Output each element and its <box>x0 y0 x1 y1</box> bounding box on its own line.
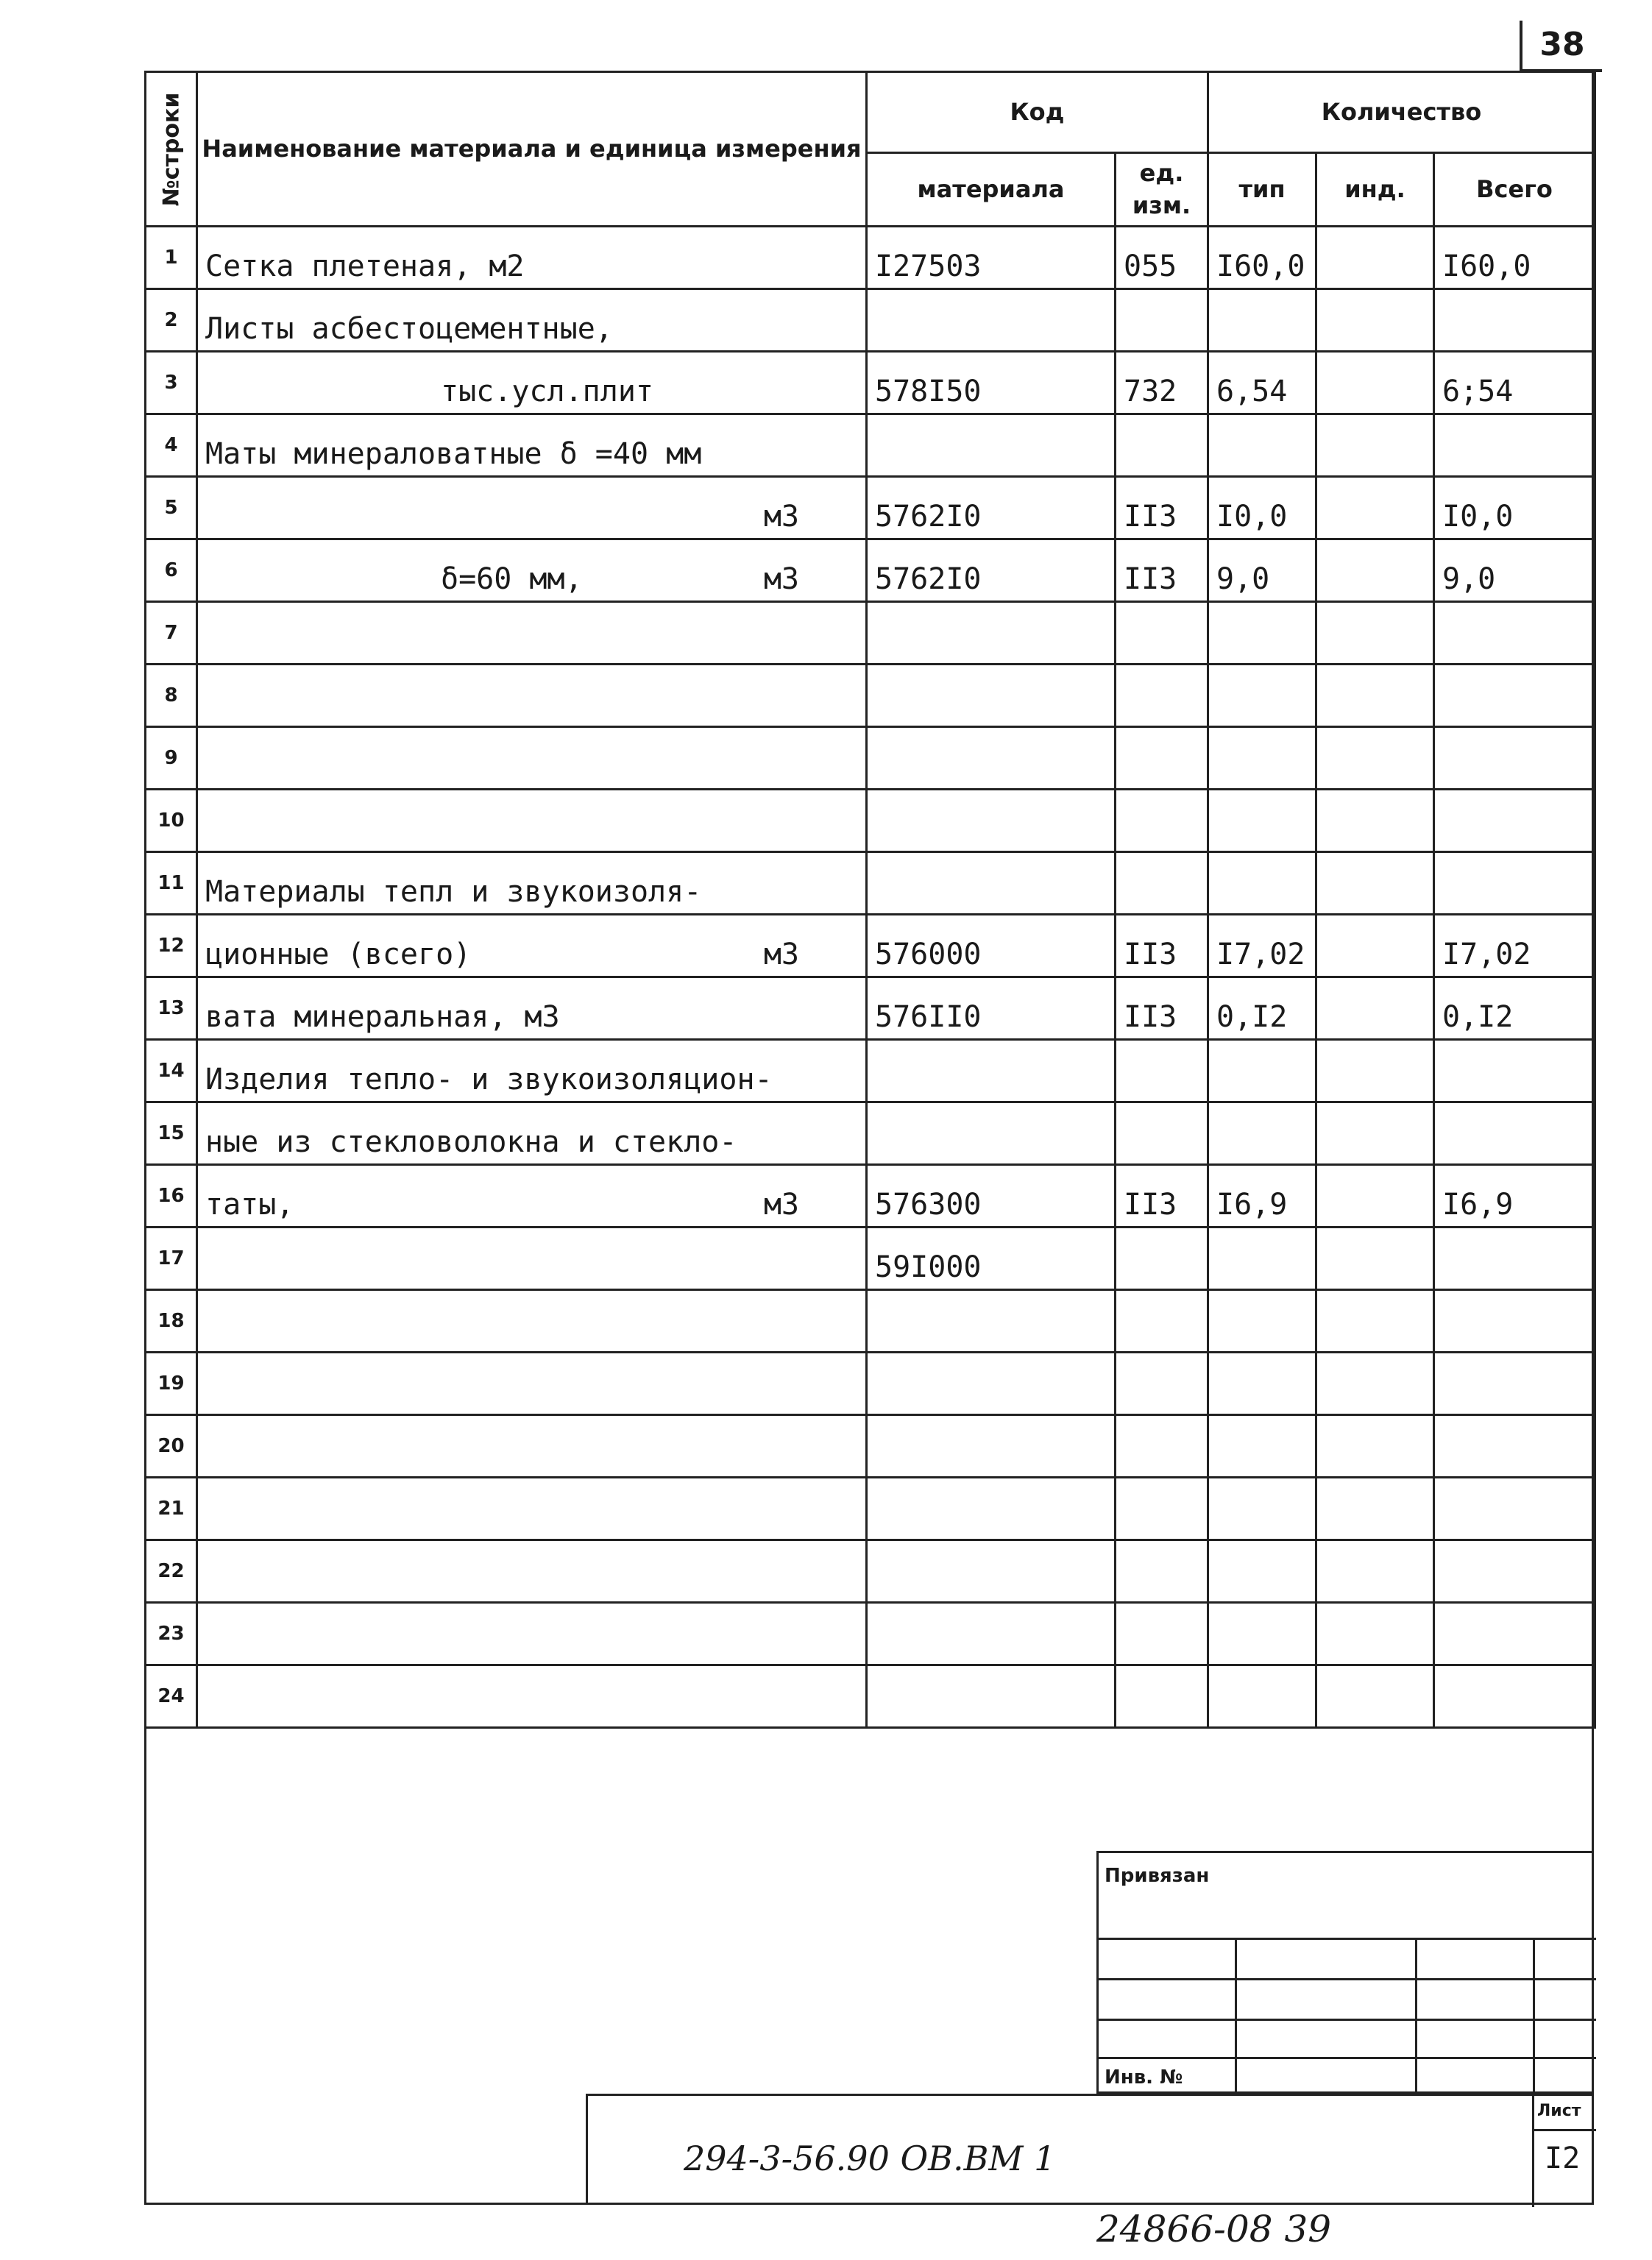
qty-type-cell <box>1208 727 1316 790</box>
table-row <box>146 1478 1595 1540</box>
table-row <box>146 1290 1595 1353</box>
qty-total-cell <box>1434 852 1595 915</box>
row-number-cell: 22 <box>146 1540 197 1603</box>
qty-total-cell: I60,0 <box>1434 227 1595 289</box>
row-number-cell: 8 <box>146 665 197 727</box>
qty-type-cell <box>1208 289 1316 352</box>
qty-type-cell <box>1208 1353 1316 1415</box>
document-code: 294-3-56.90 ОВ.ВМ 1 <box>684 2139 1056 2178</box>
row-number-cell: 12 <box>146 915 197 977</box>
qty-ind-cell <box>1316 539 1434 602</box>
unit-code-cell <box>1116 665 1208 727</box>
material-name-cell <box>197 1165 867 1228</box>
row-number-cell: 2 <box>146 289 197 352</box>
qty-ind-cell <box>1316 602 1434 665</box>
qty-ind-cell <box>1316 790 1434 852</box>
qty-ind-cell <box>1316 1102 1434 1165</box>
unit-code-cell <box>1116 1665 1208 1728</box>
material-name-cell <box>197 602 867 665</box>
qty-type-cell: 9,0 <box>1208 539 1316 602</box>
unit-code-header: ед. изм. <box>1116 153 1208 227</box>
material-code-cell: 576300 <box>867 1165 1116 1228</box>
unit-code-cell: II3 <box>1116 977 1208 1040</box>
material-name-cell <box>197 1665 867 1728</box>
qty-total-cell: 0,I2 <box>1434 977 1595 1040</box>
table-row <box>146 852 1595 915</box>
qty-ind-cell <box>1316 1478 1434 1540</box>
qty-ind-cell <box>1316 414 1434 477</box>
name-header: Наименование материала и единица измерения <box>197 72 867 227</box>
row-number-header: №строки <box>146 72 197 227</box>
material-name-cell <box>197 227 867 289</box>
qty-ind-cell <box>1316 477 1434 539</box>
qty-total-cell <box>1434 1040 1595 1102</box>
qty-ind-cell <box>1316 1165 1434 1228</box>
material-code-cell: I27503 <box>867 227 1116 289</box>
material-unit-text: м3 <box>763 938 799 971</box>
material-name-cell <box>197 1102 867 1165</box>
qty-ind-cell <box>1316 727 1434 790</box>
qty-total-cell <box>1434 1415 1595 1478</box>
qty-total-cell: I6,9 <box>1434 1165 1595 1228</box>
table-row <box>146 1603 1595 1665</box>
table-row <box>146 414 1595 477</box>
qty-type-cell <box>1208 852 1316 915</box>
material-code-cell <box>867 414 1116 477</box>
row-number-cell: 4 <box>146 414 197 477</box>
qty-type-cell: 6,54 <box>1208 352 1316 414</box>
ind-header: инд. <box>1316 153 1434 227</box>
qty-ind-cell <box>1316 665 1434 727</box>
qty-ind-cell <box>1316 1540 1434 1603</box>
material-name-cell <box>197 1353 867 1415</box>
qty-type-cell <box>1208 1040 1316 1102</box>
row-number-cell: 16 <box>146 1165 197 1228</box>
table-row <box>146 1665 1595 1728</box>
material-code-cell <box>867 602 1116 665</box>
title-block <box>586 2094 1594 2205</box>
material-name-cell <box>197 1228 867 1290</box>
qty-type-cell <box>1208 1540 1316 1603</box>
table-row <box>146 1415 1595 1478</box>
inventory-number-label: Инв. № <box>1105 2066 1183 2089</box>
material-code-cell: 576000 <box>867 915 1116 977</box>
qty-total-cell <box>1434 1353 1595 1415</box>
table-row <box>146 477 1595 539</box>
qty-type-cell <box>1208 1603 1316 1665</box>
material-code-header: материала <box>867 153 1116 227</box>
unit-code-cell <box>1116 1603 1208 1665</box>
qty-type-cell <box>1208 1478 1316 1540</box>
row-number-cell: 17 <box>146 1228 197 1290</box>
material-code-cell: 578I50 <box>867 352 1116 414</box>
qty-type-cell: I6,9 <box>1208 1165 1316 1228</box>
material-name-cell <box>197 352 867 414</box>
qty-ind-cell <box>1316 1603 1434 1665</box>
table-row <box>146 1540 1595 1603</box>
material-name-text: Маты минераловатные δ =40 мм <box>205 437 702 471</box>
unit-code-cell: II3 <box>1116 915 1208 977</box>
table-row <box>146 1165 1595 1228</box>
material-code-cell: 5762I0 <box>867 477 1116 539</box>
material-code-cell: 59I000 <box>867 1228 1116 1290</box>
unit-code-cell: II3 <box>1116 477 1208 539</box>
unit-code-cell: II3 <box>1116 1165 1208 1228</box>
row-number-cell: 10 <box>146 790 197 852</box>
material-name-cell <box>197 1540 867 1603</box>
material-code-cell <box>867 665 1116 727</box>
material-name-cell <box>197 1478 867 1540</box>
material-name-cell <box>197 727 867 790</box>
material-unit-text: м3 <box>763 562 799 596</box>
unit-code-cell <box>1116 1478 1208 1540</box>
qty-type-cell: I60,0 <box>1208 227 1316 289</box>
table-row <box>146 1353 1595 1415</box>
row-number-cell: 6 <box>146 539 197 602</box>
qty-ind-cell <box>1316 1665 1434 1728</box>
material-name-cell <box>197 915 867 977</box>
material-code-cell <box>867 852 1116 915</box>
material-name-cell <box>197 977 867 1040</box>
row-number-cell: 11 <box>146 852 197 915</box>
table-row <box>146 727 1595 790</box>
quantity-header: Количество <box>1208 72 1595 153</box>
qty-type-cell: I7,02 <box>1208 915 1316 977</box>
unit-code-cell <box>1116 790 1208 852</box>
row-number-cell: 3 <box>146 352 197 414</box>
material-unit-text: м3 <box>763 1188 799 1222</box>
material-code-cell <box>867 1290 1116 1353</box>
qty-total-cell: I0,0 <box>1434 477 1595 539</box>
unit-code-cell <box>1116 289 1208 352</box>
unit-code-cell: 055 <box>1116 227 1208 289</box>
material-code-cell <box>867 1540 1116 1603</box>
table-row <box>146 352 1595 414</box>
material-name-text: δ=60 мм, <box>441 562 583 596</box>
qty-ind-cell <box>1316 977 1434 1040</box>
table-row <box>146 977 1595 1040</box>
table-row <box>146 915 1595 977</box>
row-number-cell: 1 <box>146 227 197 289</box>
material-code-cell <box>867 289 1116 352</box>
material-code-cell: 576II0 <box>867 977 1116 1040</box>
table-row <box>146 539 1595 602</box>
unit-code-cell <box>1116 1353 1208 1415</box>
archive-number: 24866-08 39 <box>1096 2208 1332 2250</box>
row-number-cell: 14 <box>146 1040 197 1102</box>
unit-code-cell <box>1116 602 1208 665</box>
table-row <box>146 790 1595 852</box>
sheet-label: Лист <box>1537 2102 1581 2120</box>
material-name-text: Материалы тепл и звукоизоля- <box>205 875 702 909</box>
material-name-cell <box>197 1290 867 1353</box>
material-code-cell <box>867 1040 1116 1102</box>
material-name-text: таты, <box>205 1188 294 1222</box>
sheet-number: I2 <box>1545 2142 1581 2175</box>
material-code-cell <box>867 1478 1116 1540</box>
table-row <box>146 602 1595 665</box>
qty-total-cell <box>1434 1603 1595 1665</box>
unit-code-cell <box>1116 414 1208 477</box>
qty-type-cell <box>1208 414 1316 477</box>
page-number: 38 <box>1520 21 1602 72</box>
unit-code-cell <box>1116 852 1208 915</box>
table-row <box>146 665 1595 727</box>
row-number-cell: 9 <box>146 727 197 790</box>
qty-ind-cell <box>1316 1040 1434 1102</box>
material-name-cell <box>197 289 867 352</box>
row-number-cell: 5 <box>146 477 197 539</box>
material-name-cell <box>197 1415 867 1478</box>
qty-total-cell <box>1434 1478 1595 1540</box>
qty-total-cell <box>1434 1228 1595 1290</box>
unit-code-cell: 732 <box>1116 352 1208 414</box>
material-name-cell <box>197 1603 867 1665</box>
row-number-cell: 18 <box>146 1290 197 1353</box>
row-number-cell: 19 <box>146 1353 197 1415</box>
material-code-cell <box>867 790 1116 852</box>
qty-total-cell <box>1434 414 1595 477</box>
qty-total-cell <box>1434 1665 1595 1728</box>
material-name-text: Сетка плетеная, м2 <box>205 249 525 283</box>
qty-type-cell <box>1208 1665 1316 1728</box>
qty-type-cell: I0,0 <box>1208 477 1316 539</box>
material-name-text: ционные (всего) <box>205 938 472 971</box>
qty-type-cell <box>1208 1290 1316 1353</box>
table-row <box>146 1102 1595 1165</box>
material-name-cell <box>197 852 867 915</box>
qty-ind-cell <box>1316 852 1434 915</box>
material-code-cell <box>867 1353 1116 1415</box>
qty-total-cell <box>1434 1102 1595 1165</box>
material-name-cell <box>197 1040 867 1102</box>
qty-type-cell <box>1208 790 1316 852</box>
materials-table <box>144 71 1596 1729</box>
material-name-text: ные из стекловолокна и стекло- <box>205 1125 737 1159</box>
row-number-cell: 21 <box>146 1478 197 1540</box>
material-code-cell: 5762I0 <box>867 539 1116 602</box>
unit-code-cell: II3 <box>1116 539 1208 602</box>
unit-code-cell <box>1116 1540 1208 1603</box>
table-row <box>146 1040 1595 1102</box>
material-name-text: Изделия тепло- и звукоизоляцион- <box>205 1063 773 1097</box>
qty-total-cell: 6;54 <box>1434 352 1595 414</box>
qty-ind-cell <box>1316 1228 1434 1290</box>
qty-ind-cell <box>1316 227 1434 289</box>
row-number-cell: 7 <box>146 602 197 665</box>
material-name-cell <box>197 414 867 477</box>
material-code-cell <box>867 727 1116 790</box>
qty-ind-cell <box>1316 1290 1434 1353</box>
unit-code-cell <box>1116 1102 1208 1165</box>
qty-type-cell <box>1208 602 1316 665</box>
binding-block <box>1096 1851 1594 2094</box>
tied-label: Привязан <box>1105 1865 1210 1887</box>
row-number-cell: 20 <box>146 1415 197 1478</box>
total-header: Всего <box>1434 153 1595 227</box>
material-name-cell <box>197 665 867 727</box>
type-header: тип <box>1208 153 1316 227</box>
table-row <box>146 289 1595 352</box>
qty-ind-cell <box>1316 289 1434 352</box>
qty-type-cell <box>1208 1415 1316 1478</box>
material-unit-text: м3 <box>763 500 799 534</box>
qty-type-cell <box>1208 665 1316 727</box>
material-code-cell <box>867 1102 1116 1165</box>
qty-type-cell <box>1208 1228 1316 1290</box>
qty-ind-cell <box>1316 1353 1434 1415</box>
row-number-cell: 24 <box>146 1665 197 1728</box>
material-name-cell <box>197 790 867 852</box>
qty-total-cell <box>1434 1540 1595 1603</box>
table-row <box>146 227 1595 289</box>
qty-ind-cell <box>1316 915 1434 977</box>
qty-total-cell <box>1434 665 1595 727</box>
material-name-text: вата минеральная, м3 <box>205 1000 560 1034</box>
material-name-text: Листы асбестоцементные, <box>205 312 613 346</box>
qty-total-cell <box>1434 289 1595 352</box>
table-row <box>146 1228 1595 1290</box>
row-number-cell: 13 <box>146 977 197 1040</box>
qty-total-cell <box>1434 602 1595 665</box>
code-header: Код <box>867 72 1208 153</box>
qty-total-cell: I7,02 <box>1434 915 1595 977</box>
unit-code-cell <box>1116 1415 1208 1478</box>
material-code-cell <box>867 1603 1116 1665</box>
qty-total-cell: 9,0 <box>1434 539 1595 602</box>
row-number-cell: 15 <box>146 1102 197 1165</box>
qty-total-cell <box>1434 790 1595 852</box>
unit-code-cell <box>1116 1228 1208 1290</box>
unit-code-cell <box>1116 727 1208 790</box>
qty-ind-cell <box>1316 1415 1434 1478</box>
unit-code-cell <box>1116 1290 1208 1353</box>
material-name-cell <box>197 477 867 539</box>
qty-ind-cell <box>1316 352 1434 414</box>
qty-type-cell: 0,I2 <box>1208 977 1316 1040</box>
qty-total-cell <box>1434 1290 1595 1353</box>
material-code-cell <box>867 1415 1116 1478</box>
material-code-cell <box>867 1665 1116 1728</box>
qty-type-cell <box>1208 1102 1316 1165</box>
material-name-text: тыс.усл.плит <box>441 375 653 408</box>
qty-total-cell <box>1434 727 1595 790</box>
unit-code-cell <box>1116 1040 1208 1102</box>
material-name-cell <box>197 539 867 602</box>
row-number-cell: 23 <box>146 1603 197 1665</box>
